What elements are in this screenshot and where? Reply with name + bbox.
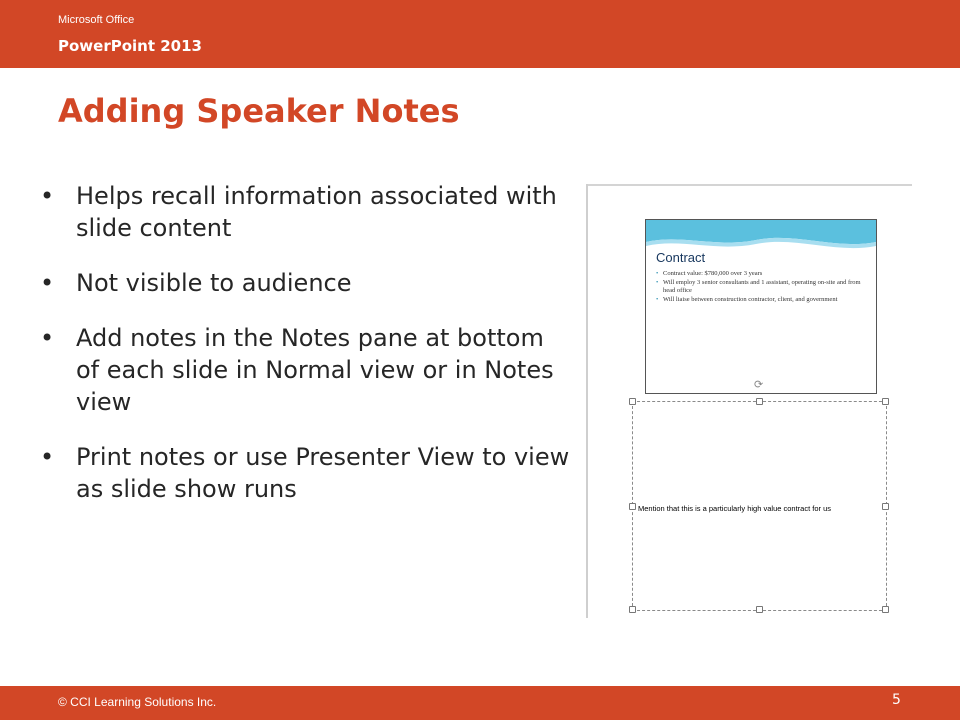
bullet-text: Add notes in the Notes pane at bottom of each slide in Normal view or in Notes view (76, 324, 554, 416)
thumbnail-title: Contract (656, 250, 706, 265)
bullet-marker: • (40, 182, 55, 210)
resize-handle-left[interactable] (629, 503, 636, 510)
thumbnail-bullet: • Contract value: $780,000 over 3 years (656, 270, 871, 278)
bullet-item (40, 267, 570, 299)
resize-handle-top-left[interactable] (629, 398, 636, 405)
thumbnail-bullet: • Will liaise between construction contractor, client, and government (656, 296, 871, 304)
rotate-handle-icon[interactable]: ⟳ (754, 378, 764, 391)
copyright-text: © CCI Learning Solutions Inc. (58, 695, 217, 709)
bullet-item (40, 180, 570, 244)
bullet-text: Helps recall information associated with slide content (76, 182, 557, 242)
speaker-notes-text[interactable]: Mention that this is a particularly high value contract for us (638, 504, 832, 513)
resize-handle-bottom[interactable] (756, 606, 763, 613)
bullet-list (40, 180, 570, 528)
resize-handle-bottom-left[interactable] (629, 606, 636, 613)
header-bar (0, 0, 960, 68)
thumbnail-bullet-list (656, 270, 871, 305)
bullet-marker: • (40, 443, 55, 471)
thumbnail-bullet: • Will employ 3 senior consultants and 1 assistant, operating on-site and from head office (656, 279, 871, 295)
slide-thumbnail[interactable] (645, 219, 877, 394)
bullet-marker: • (40, 324, 55, 352)
bullet-text: Print notes or use Presenter View to view as slide show runs (76, 443, 570, 503)
resize-handle-top-right[interactable] (882, 398, 889, 405)
screenshot-frame-top (586, 184, 912, 186)
slide-title: Adding Speaker Notes (58, 92, 460, 130)
resize-handle-bottom-right[interactable] (882, 606, 889, 613)
bullet-item (40, 322, 570, 418)
bullet-item (40, 441, 570, 505)
page-number: 5 (892, 692, 901, 708)
thumbnail-wave-graphic (646, 220, 876, 393)
bullet-marker: • (40, 269, 55, 297)
resize-handle-right[interactable] (882, 503, 889, 510)
brand-product-label: PowerPoint 2013 (58, 37, 202, 55)
brand-office-label: Microsoft Office (58, 14, 135, 26)
resize-handle-top[interactable] (756, 398, 763, 405)
screenshot-frame-left (586, 184, 588, 618)
bullet-text: Not visible to audience (76, 269, 352, 297)
